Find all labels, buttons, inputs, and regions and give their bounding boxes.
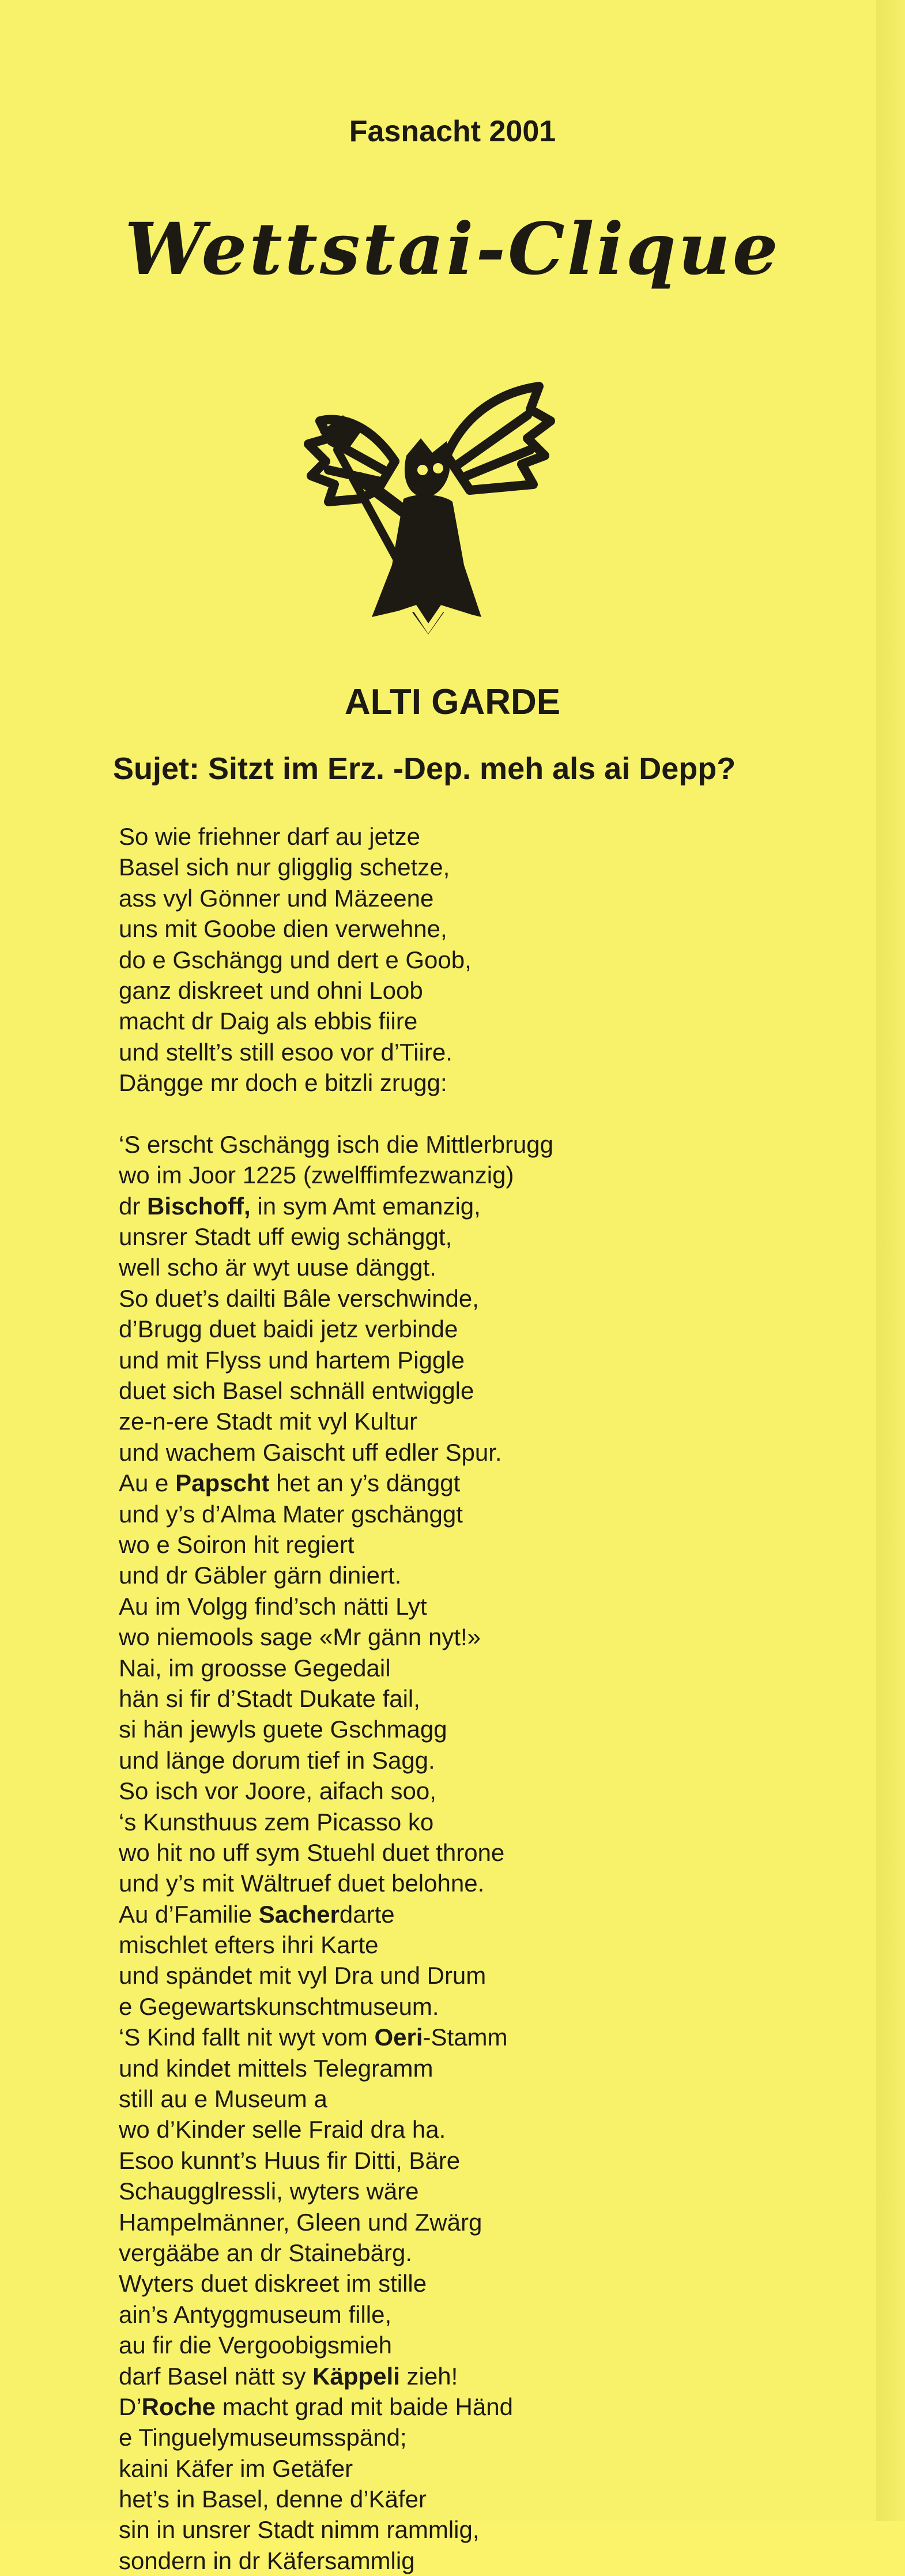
poem-line-text: darte: [339, 1900, 395, 1928]
poem-text: [119, 821, 834, 2576]
poem-line: macht dr Daig als ebbis fiire: [119, 1007, 418, 1035]
poem-line: und stellt’s still esoo vor d’Tiire.: [119, 1038, 452, 1066]
poem-line-bold-name: Bischoff,: [147, 1192, 251, 1220]
poem-line: au fir die Vergoobigsmieh: [119, 2331, 392, 2359]
poem-line: und länge dorum tief in Sagg.: [119, 1746, 435, 1774]
poem-line: Dängge mr doch e bitzli zrugg:: [119, 1069, 447, 1097]
poem-line: ‘S erscht Gschängg isch die Mittlerbrugg: [119, 1130, 554, 1158]
poem-line: und kindet mittels Telegramm: [119, 2054, 433, 2082]
winged-jester-with-lantern-icon: [274, 346, 579, 657]
poem-line: mischlet efters ihri Karte: [119, 1931, 379, 1959]
poem-line-text: D’: [119, 2393, 142, 2420]
poem-line: do e Gschängg und dert e Goob,: [119, 946, 472, 973]
poem-line: het’s in Basel, denne d’Käfer: [119, 2485, 427, 2513]
poem-line: So isch vor Joore, aifach soo,: [119, 1777, 436, 1805]
poem-line: wo d’Kinder selle Fraid dra ha.: [119, 2116, 446, 2143]
poem-line: Schaugglressli, wyters wäre: [119, 2178, 419, 2205]
poem-line: e Gegewartskunschtmuseum.: [119, 1992, 439, 2020]
poem-line: still au e Museum a: [119, 2085, 327, 2113]
poem-line: sondern in dr Käfersammlig: [119, 2547, 415, 2574]
poem-line-text: in sym Amt emanzig,: [250, 1192, 481, 1220]
poem-line: wo hit no uff sym Stuehl duet throne: [119, 1838, 505, 1866]
poem-line: unsrer Stadt uff ewig schänggt,: [119, 1223, 452, 1251]
poem-line: und spändet mit vyl Dra und Drum: [119, 1962, 487, 1990]
section-title: ALTI GARDE: [344, 682, 561, 722]
poem-line: wo e Soiron hit regiert: [119, 1530, 355, 1558]
poem-line: [119, 1899, 834, 1930]
poem-line-text: dr: [119, 1192, 148, 1220]
poem-line: So duet’s dailti Bâle verschwinde,: [119, 1284, 479, 1312]
poem-line-text: -Stamm: [423, 2024, 508, 2051]
poem-line-bold-name: Sacher: [258, 1900, 340, 1928]
poem-line: und y’s mit Wältruef duet belohne.: [119, 1870, 485, 1897]
stanza-break: [119, 1099, 834, 1129]
poem-line: d’Brugg duet baidi jetz verbinde: [119, 1315, 458, 1343]
poem-line-text: ‘S Kind fallt nit wyt vom: [119, 2024, 375, 2051]
sujet-heading: Sujet: Sitzt im Erz. -Dep. meh als ai Depp?: [113, 751, 736, 786]
poem-line: Hampelmänner, Gleen und Zwärg: [119, 2208, 482, 2236]
poem-line: Nai, im groosse Gegedail: [119, 1654, 391, 1682]
poem-line: wo niemools sage «Mr gänn nyt!»: [119, 1623, 481, 1651]
poem-line: vergääbe an dr Stainebärg.: [119, 2239, 413, 2266]
poem-line: uns mit Goobe dien verwehne,: [119, 915, 447, 943]
poem-line-text: darf Basel nätt sy: [119, 2362, 313, 2390]
poem-line: und wachem Gaischt uff edler Spur.: [119, 1438, 502, 1466]
poem-line-text: het an y’s dänggt: [269, 1469, 461, 1497]
poem-line-text: macht grad mit baide Händ: [216, 2393, 513, 2420]
poem-line-bold-name: Roche: [141, 2393, 216, 2420]
poem-line: hän si fir d’Stadt Dukate fail,: [119, 1684, 420, 1712]
clique-name: Wettstai-Clique: [125, 208, 780, 291]
poem-line: kaini Käfer im Getäfer: [119, 2454, 353, 2482]
poem-line: [119, 1468, 834, 1498]
poem-line: Basel sich nur gligglig schetze,: [119, 853, 450, 881]
poem-line: Au im Volgg find’sch nätti Lyt: [119, 1592, 427, 1620]
poem-line: si hän jewyls guete Gschmagg: [119, 1716, 447, 1743]
poem-line: [119, 2391, 834, 2422]
poem-line-text: Au e: [119, 1469, 176, 1497]
poem-line: Wyters duet diskreet im stille: [119, 2270, 427, 2297]
poem-line: sin in unsrer Stadt nimm rammlig,: [119, 2516, 480, 2544]
poem-line: ass vyl Gönner und Mäzeene: [119, 884, 434, 912]
paper-edge: [876, 0, 905, 2521]
poem-line: e Tinguelymuseumsspänd;: [119, 2424, 407, 2451]
poem-line: [119, 1191, 834, 1221]
poem-line: Esoo kunnt’s Huus fir Ditti, Bäre: [119, 2146, 461, 2174]
poem-line: duet sich Basel schnäll entwiggle: [119, 1377, 474, 1405]
poem-line: [119, 2361, 834, 2391]
poem-line: ain’s Antyggmuseum fille,: [119, 2300, 392, 2328]
poem-line: ze-n-ere Stadt mit vyl Kultur: [119, 1408, 418, 1435]
poem-line: [119, 2022, 834, 2052]
poem-line: well scho är wyt uuse dänggt.: [119, 1254, 436, 1281]
poem-line: ganz diskreet und ohni Loob: [119, 976, 423, 1004]
poem-line-bold-name: Oeri: [374, 2024, 423, 2051]
poem-line-bold-name: Papscht: [175, 1469, 270, 1497]
poem-line: und dr Gäbler gärn diniert.: [119, 1562, 402, 1589]
year-title: Fasnacht 2001: [349, 115, 556, 148]
poem-line: und mit Flyss und hartem Piggle: [119, 1346, 465, 1374]
poem-line-text: zieh!: [399, 2362, 458, 2390]
poem-line: wo im Joor 1225 (zwelffimfezwanzig): [119, 1161, 514, 1189]
poem-line-text: Au d’Familie: [119, 1900, 259, 1928]
poem-line: ‘s Kunsthuus zem Picasso ko: [119, 1808, 434, 1836]
poem-line: und y’s d’Alma Mater gschänggt: [119, 1500, 463, 1528]
poem-line-bold-name: Käppeli: [312, 2362, 400, 2390]
poem-line: So wie friehner darf au jetze: [119, 823, 420, 850]
